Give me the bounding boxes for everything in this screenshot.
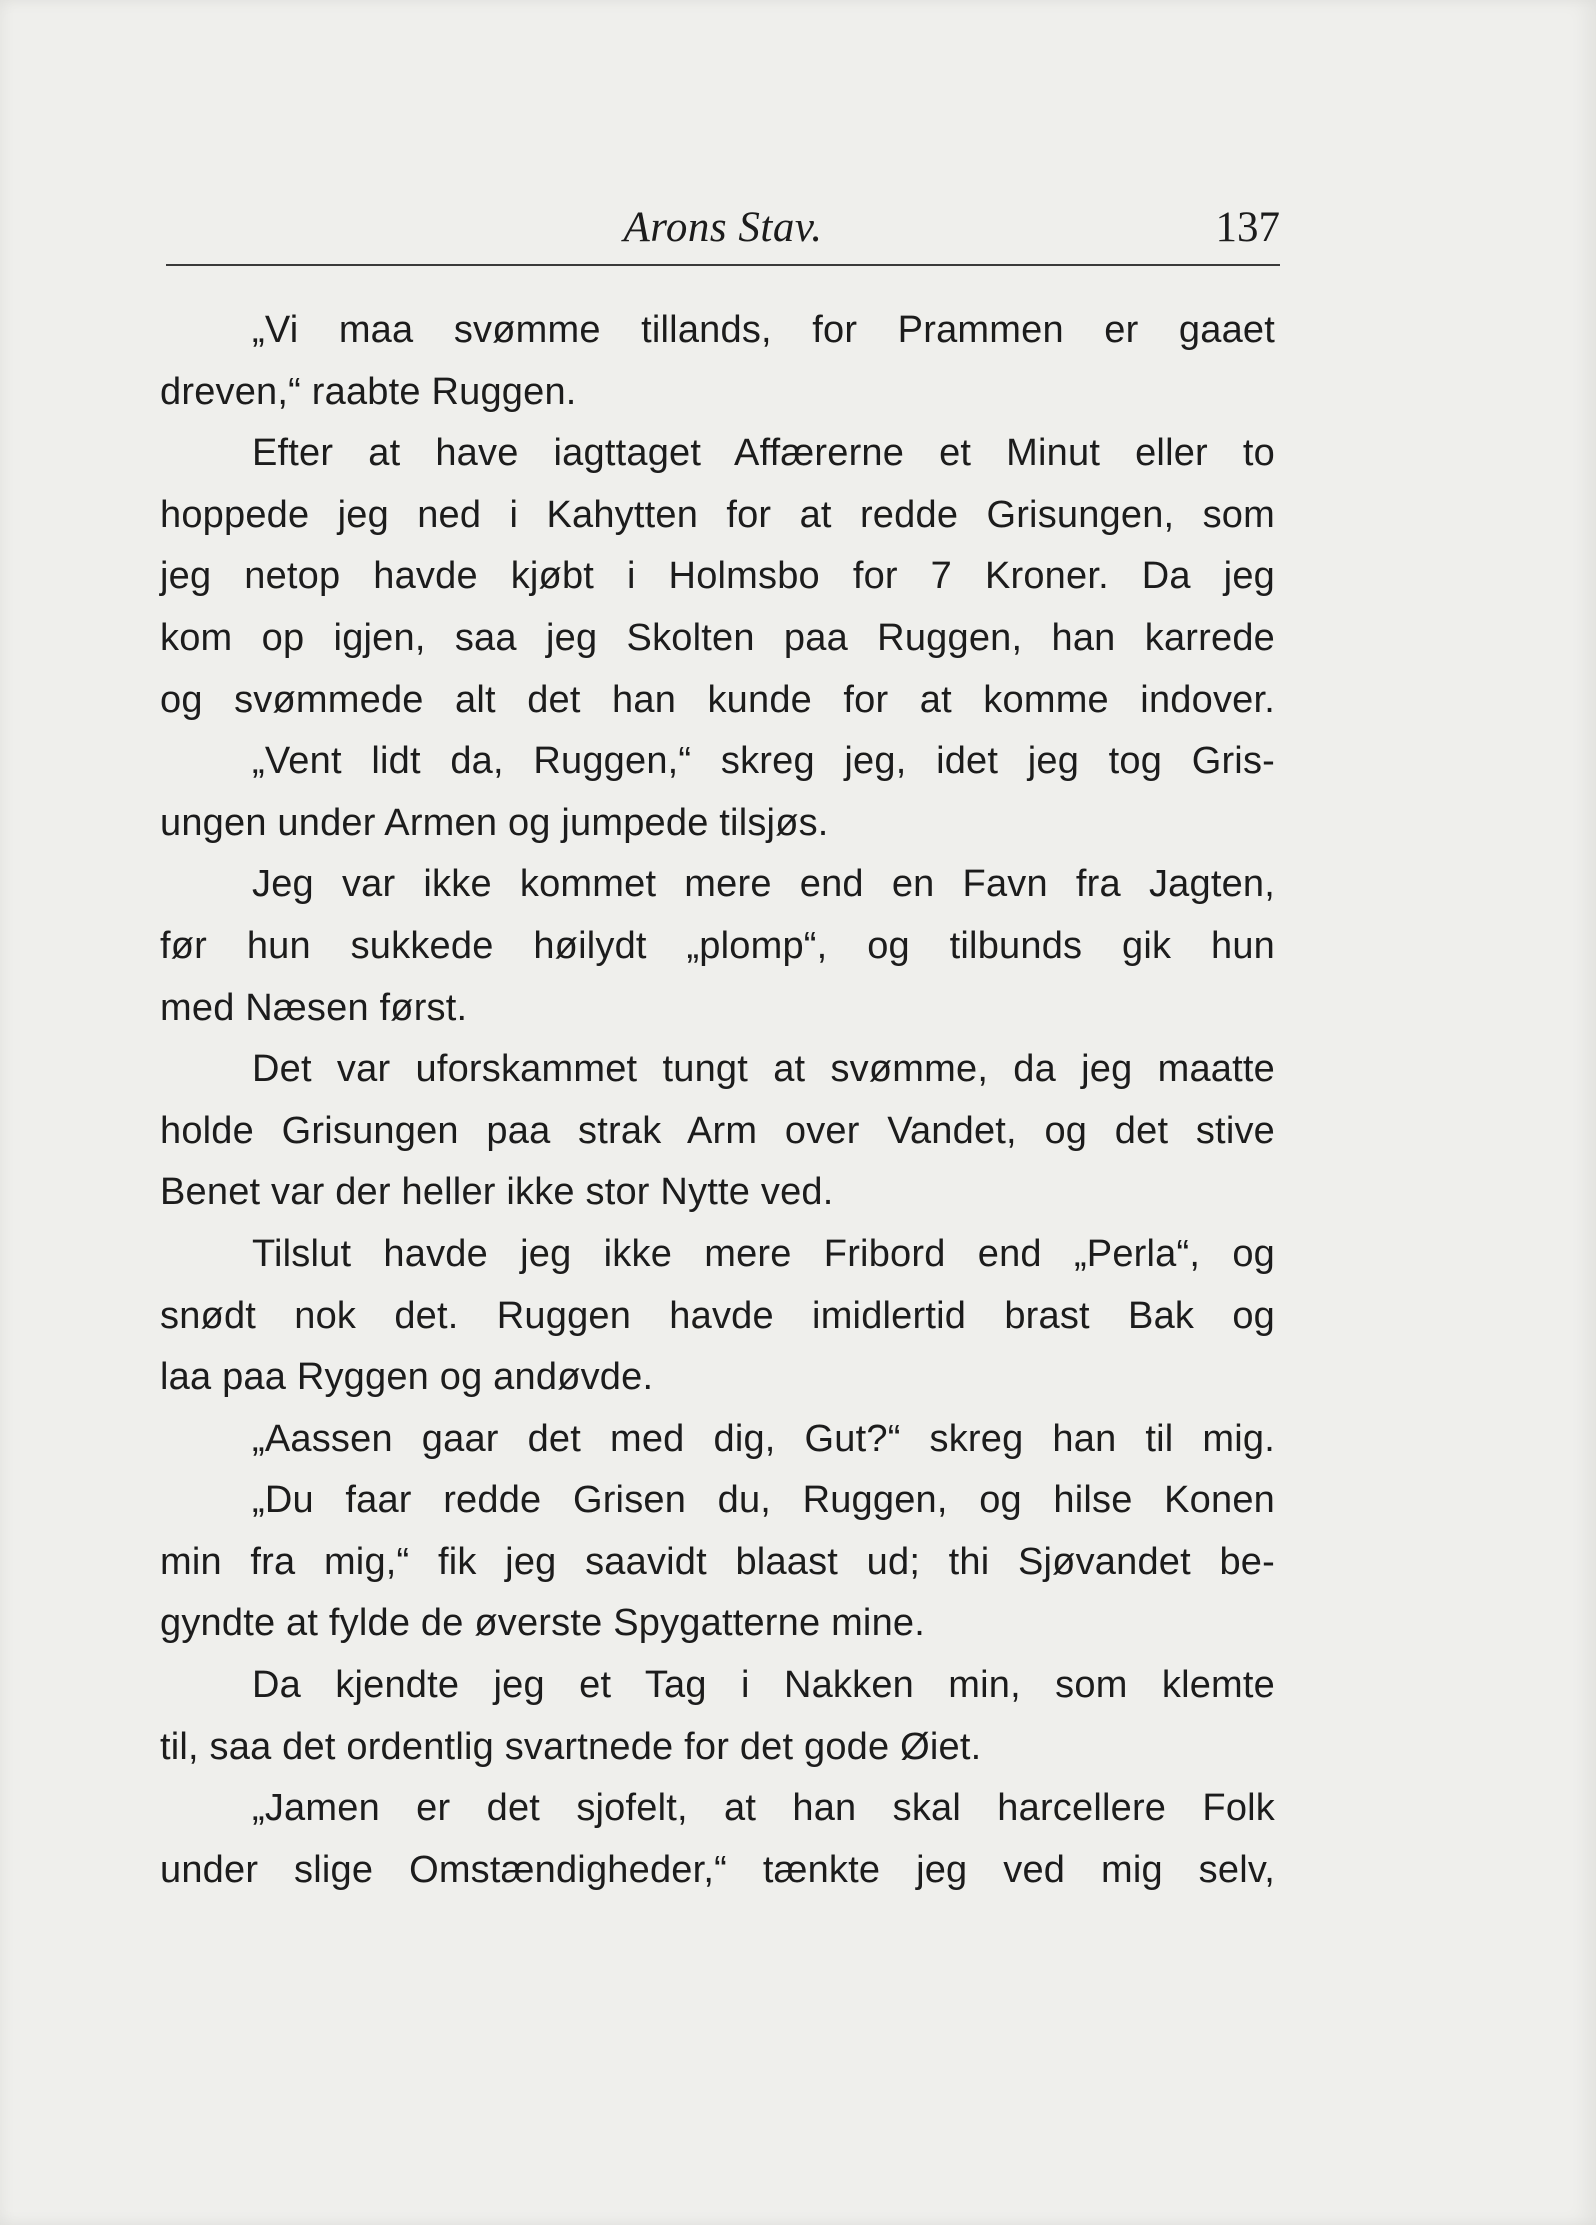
text-line: under slige Omstændigheder,“ tænkte jeg ved mig selv,	[160, 1848, 1275, 1891]
page-number: 137	[1215, 204, 1280, 251]
running-head	[166, 196, 1280, 260]
text-line: og svømmede alt det han kunde for at komme indover.	[160, 678, 1275, 721]
text-line: laa paa Ryggen og andøvde.	[160, 1356, 654, 1399]
text-line: Jeg var ikke kommet mere end en Favn fra Jagten,	[252, 863, 1275, 906]
text-line: „Vent lidt da, Ruggen,“ skreg jeg, idet jeg tog Gris-	[252, 740, 1275, 783]
text-line: kom op igjen, saa jeg Skolten paa Ruggen, han karrede	[160, 616, 1275, 659]
text-line: Efter at have iagttaget Affærerne et Minut eller to	[252, 432, 1275, 475]
text-line: „Vi maa svømme tillands, for Prammen er gaaet	[252, 309, 1275, 351]
text-line: dreven,“ raabte Ruggen.	[160, 370, 577, 413]
text-line: før hun sukkede høilydt „plomp“, og tilbunds gik hun	[160, 924, 1275, 967]
text-line: Det var uforskammet tungt at svømme, da jeg maatte	[252, 1048, 1275, 1091]
text-line: „Jamen er det sjofelt, at han skal harcellere Folk	[252, 1787, 1275, 1830]
text-line: jeg netop havde kjøbt i Holmsbo for 7 Kroner. Da jeg	[160, 555, 1275, 598]
running-title: Arons Stav.	[623, 204, 823, 251]
text-line: snødt nok det. Ruggen havde imidlertid brast Bak og	[160, 1294, 1275, 1337]
header-rule	[166, 264, 1280, 266]
text-line: „Du faar redde Grisen du, Ruggen, og hilse Konen	[252, 1479, 1275, 1522]
text-line: min fra mig,“ fik jeg saavidt blaast ud; thi Sjøvandet be-	[160, 1540, 1275, 1583]
text-line: hoppede jeg ned i Kahytten for at redde Grisungen, som	[160, 493, 1275, 536]
text-line: Da kjendte jeg et Tag i Nakken min, som klemte	[252, 1664, 1275, 1707]
text-line: Benet var der heller ikke stor Nytte ved.	[160, 1171, 834, 1214]
text-line: ungen under Armen og jumpede tilsjøs.	[160, 801, 829, 844]
text-line: gyndte at fylde de øverste Spygatterne mine.	[160, 1602, 925, 1645]
text-line: holde Grisungen paa strak Arm over Vandet, og det stive	[160, 1109, 1275, 1152]
body-text	[160, 300, 1275, 1901]
text-line: Tilslut havde jeg ikke mere Fribord end „Perla“, og	[252, 1232, 1275, 1275]
text-line: med Næsen først.	[160, 986, 468, 1029]
text-line: „Aassen gaar det med dig, Gut?“ skreg han til mig.	[252, 1417, 1275, 1460]
text-line: til, saa det ordentlig svartnede for det gode Øiet.	[160, 1725, 982, 1768]
